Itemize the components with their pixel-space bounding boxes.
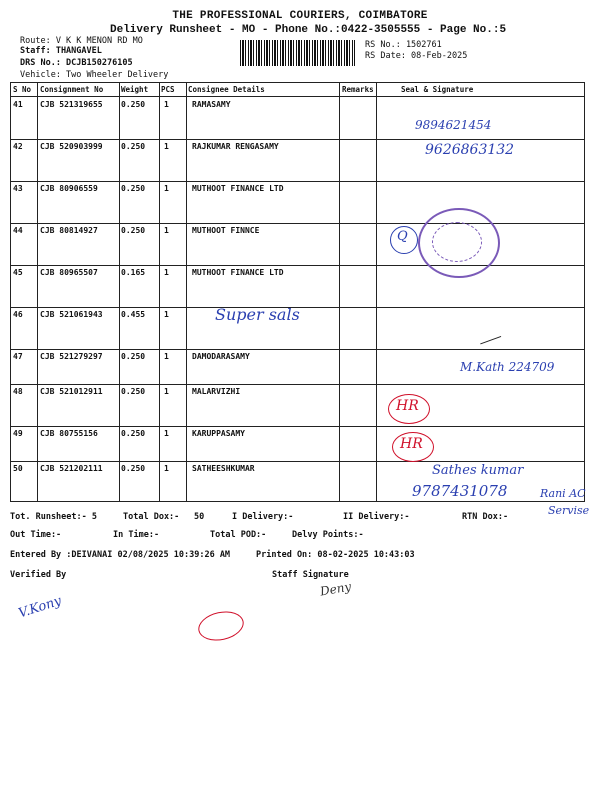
red-circle-mark: [196, 608, 247, 645]
row-sno: 43: [13, 184, 23, 193]
row-sno: 45: [13, 268, 23, 277]
row-weight: 0.250: [121, 142, 146, 151]
row46-note-handwriting: Super sals: [215, 305, 300, 324]
row-pcs: 1: [164, 464, 169, 473]
company-name: THE PROFESSIONAL COURIERS, COIMBATORE: [172, 10, 428, 22]
vehicle-label: Vehicle: Two Wheeler Delivery: [20, 70, 169, 80]
row-consignment: CJB 521202111: [40, 464, 103, 473]
row-consignee: MUTHOOT FINANCE LTD: [192, 268, 284, 277]
row-consignment: CJB 521012911: [40, 387, 103, 396]
row-consignment: CJB 521319655: [40, 100, 103, 109]
row-weight: 0.250: [121, 387, 146, 396]
row-pcs: 1: [164, 310, 169, 319]
row-consignee: MUTHOOT FINANCE LTD: [192, 184, 284, 193]
row-consignee: MALARVIZHI: [192, 387, 241, 396]
col-weight: Weight: [121, 85, 149, 94]
row-consignment: CJB 521061943: [40, 310, 103, 319]
col-seal-signature: Seal & Signature: [401, 85, 474, 94]
tot-runsheet: Tot. Runsheet:- 5: [10, 512, 97, 522]
row-weight: 0.455: [121, 310, 146, 319]
row-consignment: CJB 80814927: [40, 226, 98, 235]
entered-by: Entered By :DEIVANAI 02/08/2025 10:39:26 AM: [10, 550, 231, 560]
row-pcs: 1: [164, 268, 169, 277]
row-sno: 42: [13, 142, 23, 151]
staff-label: Staff: THANGAVEL: [20, 46, 102, 56]
row44-q-mark: Q: [397, 229, 408, 244]
row42-phone2-handwriting: 9626863132: [425, 142, 515, 158]
out-time: Out Time:-: [10, 530, 62, 540]
row-pcs: 1: [164, 226, 169, 235]
row-consignee: KARUPPASAMY: [192, 429, 245, 438]
row-consignment: CJB 80755156: [40, 429, 98, 438]
ii-delivery: II Delivery:-: [343, 512, 410, 522]
row-sno: 47: [13, 352, 23, 361]
row-consignee: SATHEESHKUMAR: [192, 464, 255, 473]
row-sno: 46: [13, 310, 23, 319]
row-pcs: 1: [164, 142, 169, 151]
row-sno: 44: [13, 226, 23, 235]
company-seal-inner-icon: [432, 222, 482, 262]
row-consignment: CJB 520903999: [40, 142, 103, 151]
row-weight: 0.250: [121, 226, 146, 235]
drs-number: DRS No.: DCJB150276105: [20, 58, 133, 68]
col-consignee: Consignee Details: [188, 85, 265, 94]
row-consignee: DAMODARASAMY: [192, 352, 250, 361]
row-pcs: 1: [164, 429, 169, 438]
row-consignment: CJB 521279297: [40, 352, 103, 361]
i-delivery: I Delivery:-: [232, 512, 294, 522]
row-consignment: CJB 80906559: [40, 184, 98, 193]
runsheet-title: Delivery Runsheet - MO - Phone No.:0422-3505555 - Page No.:5: [110, 24, 507, 36]
row-pcs: 1: [164, 387, 169, 396]
col-remarks: Remarks: [342, 85, 374, 94]
row-sno: 48: [13, 387, 23, 396]
rtn-dox: RTN Dox:-: [462, 512, 509, 522]
row50-name-handwriting: Sathes kumar: [432, 463, 524, 478]
row-weight: 0.250: [121, 100, 146, 109]
route-label: Route: V K K MENON RD MO: [20, 36, 143, 46]
col-consignment: Consignment No: [40, 85, 104, 94]
verified-signature: V.Kony: [16, 593, 64, 622]
delvy-points: Delvy Points:-: [292, 530, 364, 540]
row42-phone-handwriting: 9894621454: [415, 118, 492, 132]
total-dox-label: Total Dox:-: [123, 512, 180, 522]
rs-date: RS Date: 08-Feb-2025: [365, 51, 468, 61]
row-weight: 0.250: [121, 184, 146, 193]
row-pcs: 1: [164, 184, 169, 193]
row49-hr-text: HR: [400, 436, 423, 452]
row-pcs: 1: [164, 100, 169, 109]
total-dox-value: 50: [194, 512, 205, 522]
col-sno: S No: [13, 85, 32, 94]
row-weight: 0.165: [121, 268, 146, 277]
col-pcs: PCS: [161, 85, 175, 94]
row48-hr-text: HR: [396, 398, 419, 414]
row50-note1-handwriting: Rani AC: [540, 487, 586, 500]
verified-by-label: Verified By: [10, 570, 67, 580]
staff-signature-label: Staff Signature: [272, 570, 349, 580]
row-weight: 0.250: [121, 352, 146, 361]
row50-phone-handwriting: 9787431078: [412, 482, 508, 500]
row-sno: 50: [13, 464, 23, 473]
row47-phone-handwriting: M.Kath 224709: [460, 360, 555, 374]
printed-on: Printed On: 08-02-2025 10:43:03: [256, 550, 415, 560]
row-weight: 0.250: [121, 464, 146, 473]
row-pcs: 1: [164, 352, 169, 361]
barcode-icon: [240, 40, 355, 66]
row-consignee: MUTHOOT FINNCE: [192, 226, 260, 235]
row-sno: 41: [13, 100, 23, 109]
in-time: In Time:-: [113, 530, 160, 540]
row-sno: 49: [13, 429, 23, 438]
rs-number: RS No.: 1502761: [365, 40, 442, 50]
total-pod: Total POD:-: [210, 530, 267, 540]
row-consignment: CJB 80965507: [40, 268, 98, 277]
row-consignee: RAJKUMAR RENGASAMY: [192, 142, 279, 151]
staff-signature: Deny: [319, 579, 353, 599]
row-weight: 0.250: [121, 429, 146, 438]
row50-note2-handwriting: Servise: [548, 504, 590, 517]
row-consignee: RAMASAMY: [192, 100, 231, 109]
